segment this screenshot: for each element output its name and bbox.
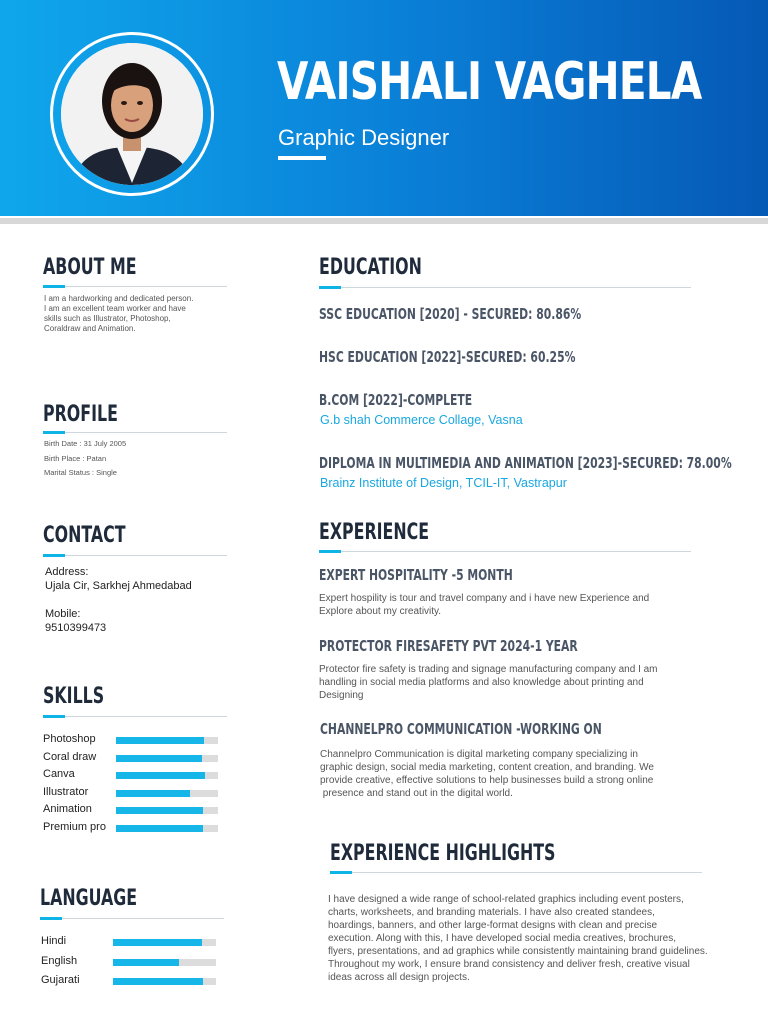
experience-item-title: PROTECTOR FIRESAFETY PVT 2024-1 YEAR <box>319 637 578 655</box>
birth-place: Birth Place : Patan <box>44 454 107 463</box>
skills-level-fill <box>116 807 203 814</box>
highlights-title: EXPERIENCE HIGHLIGHTS <box>330 841 556 866</box>
desc-line: graphic design, social media marketing, content creation, and branding. We <box>320 762 654 773</box>
about-title: ABOUT ME <box>43 255 137 280</box>
contact-accent <box>43 554 65 557</box>
desc-line: provide creative, effective solutions to help businesses build a strong online <box>320 775 654 786</box>
highlight-line: execution. Along with this, I have developed social media creatives, brochures, <box>328 933 676 944</box>
desc-line: presence and stand out in the digital world. <box>320 788 513 799</box>
contact-title: CONTACT <box>43 523 126 548</box>
skills-level-bar <box>116 825 218 832</box>
language-level-fill <box>113 939 202 946</box>
education-item-school: G.b shah Commerce Collage, Vasna <box>320 413 523 427</box>
desc-line: Explore about my creativity. <box>319 606 442 617</box>
profile-accent <box>43 431 65 434</box>
skills-level-fill <box>116 755 202 762</box>
about-line: skills such as Illustrator, Photoshop, <box>44 314 171 323</box>
language-accent <box>40 917 62 920</box>
highlights-accent <box>330 871 352 874</box>
language-level-fill <box>113 978 203 985</box>
skills-divider <box>43 716 227 717</box>
language-label: Hindi <box>41 935 67 947</box>
education-item-title: SSC EDUCATION [2020] - SECURED: 80.86% <box>319 305 582 323</box>
highlight-line: ideas across all design projects. <box>328 972 470 983</box>
about-accent <box>43 285 65 288</box>
language-divider <box>40 918 224 919</box>
about-divider <box>43 286 227 287</box>
highlight-line: hoardings, banners, and other large-format designs with clean and precise <box>328 920 658 931</box>
desc-line: Protector fire safety is trading and signage manufacturing company and I am <box>319 664 658 675</box>
education-item-school: Brainz Institute of Design, TCIL-IT, Vastrapur <box>320 476 567 490</box>
highlights-text <box>328 893 708 984</box>
education-title: EDUCATION <box>319 255 422 280</box>
contact-divider <box>43 555 227 556</box>
marital-status: Marital Status : Single <box>44 468 117 477</box>
profile-title: PROFILE <box>43 402 118 427</box>
skills-level-bar <box>116 737 218 744</box>
skills-label: Photoshop <box>43 733 96 745</box>
highlight-line: flyers, presentations, and ad graphics while consistently maintaining brand guidelines. <box>328 946 708 957</box>
about-line: Coraldraw and Animation. <box>44 324 136 333</box>
skills-title: SKILLS <box>43 684 105 709</box>
skills-level-bar <box>116 790 218 797</box>
language-label: Gujarati <box>41 974 80 986</box>
about-line: I am a hardworking and dedicated person. <box>44 294 194 303</box>
education-accent <box>319 286 341 289</box>
candidate-name: VAISHALI VAGHELA <box>277 52 702 112</box>
education-item-title: HSC EDUCATION [2022]-SECURED: 60.25% <box>319 348 576 366</box>
about-line: I am an excellent team worker and have <box>44 304 186 313</box>
experience-item-title: EXPERT HOSPITALITY -5 MONTH <box>319 566 513 584</box>
highlight-line: charts, worksheets, and branding materials. I have also created standees, <box>328 907 655 918</box>
profile-photo-frame <box>50 32 214 196</box>
experience-title: EXPERIENCE <box>319 520 430 545</box>
skills-label: Animation <box>43 803 92 816</box>
desc-line: Channelpro Communication is digital marketing company specializing in <box>320 749 638 760</box>
experience-divider <box>319 551 691 552</box>
skills-accent <box>43 715 65 718</box>
address-value: Ujala Cir, Sarkhej Ahmedabad <box>45 580 192 592</box>
header-divider <box>0 218 768 224</box>
desc-line: handling in social media platforms and also knowledge about printing and <box>319 677 644 688</box>
skills-label: Premium pro <box>43 821 106 833</box>
language-level-bar <box>113 939 216 946</box>
language-level-bar <box>113 978 216 985</box>
skills-level-bar <box>116 755 218 762</box>
experience-item-desc <box>320 748 654 800</box>
skills-level-bar <box>116 772 218 779</box>
highlight-line: I have designed a wide range of school-related graphics including event posters, <box>328 894 684 905</box>
skills-level-fill <box>116 790 190 797</box>
skills-label: Canva <box>43 768 75 781</box>
experience-item-desc <box>319 663 658 702</box>
desc-line: Designing <box>319 690 364 701</box>
skills-level-fill <box>116 737 204 744</box>
address-label: Address: <box>45 566 89 578</box>
language-level-bar <box>113 959 216 966</box>
mobile-value: 9510399473 <box>45 622 107 634</box>
highlight-line: Throughout my work, I ensure brand consistency and deliver fresh, creative visual <box>328 959 690 970</box>
about-text <box>44 294 193 334</box>
skills-level-fill <box>116 772 205 779</box>
role-underline <box>278 156 326 160</box>
candidate-role: Graphic Designer <box>278 125 450 150</box>
skills-label: Coral draw <box>43 750 97 763</box>
profile-photo <box>61 43 203 185</box>
skills-level-bar <box>116 807 218 814</box>
mobile-label: Mobile: <box>45 608 81 620</box>
profile-divider <box>43 432 227 433</box>
language-level-fill <box>113 959 179 966</box>
language-title: LANGUAGE <box>40 886 138 911</box>
experience-item-desc <box>319 592 649 618</box>
birth-date: Birth Date : 31 July 2005 <box>44 439 127 448</box>
highlights-divider <box>330 872 702 873</box>
skills-level-fill <box>116 825 203 832</box>
skills-label: Illustrator <box>43 785 89 798</box>
education-divider <box>319 287 691 288</box>
experience-item-title: CHANNELPRO COMMUNICATION -WORKING ON <box>320 720 602 738</box>
experience-accent <box>319 550 341 553</box>
education-item-title: DIPLOMA IN MULTIMEDIA AND ANIMATION [2023]-SECURED: 78.00% <box>319 454 732 472</box>
desc-line: Expert hospility is tour and travel company and i have new Experience and <box>319 593 650 604</box>
language-label: English <box>41 954 78 967</box>
education-item-title: B.COM [2022]-COMPLETE <box>319 391 473 409</box>
